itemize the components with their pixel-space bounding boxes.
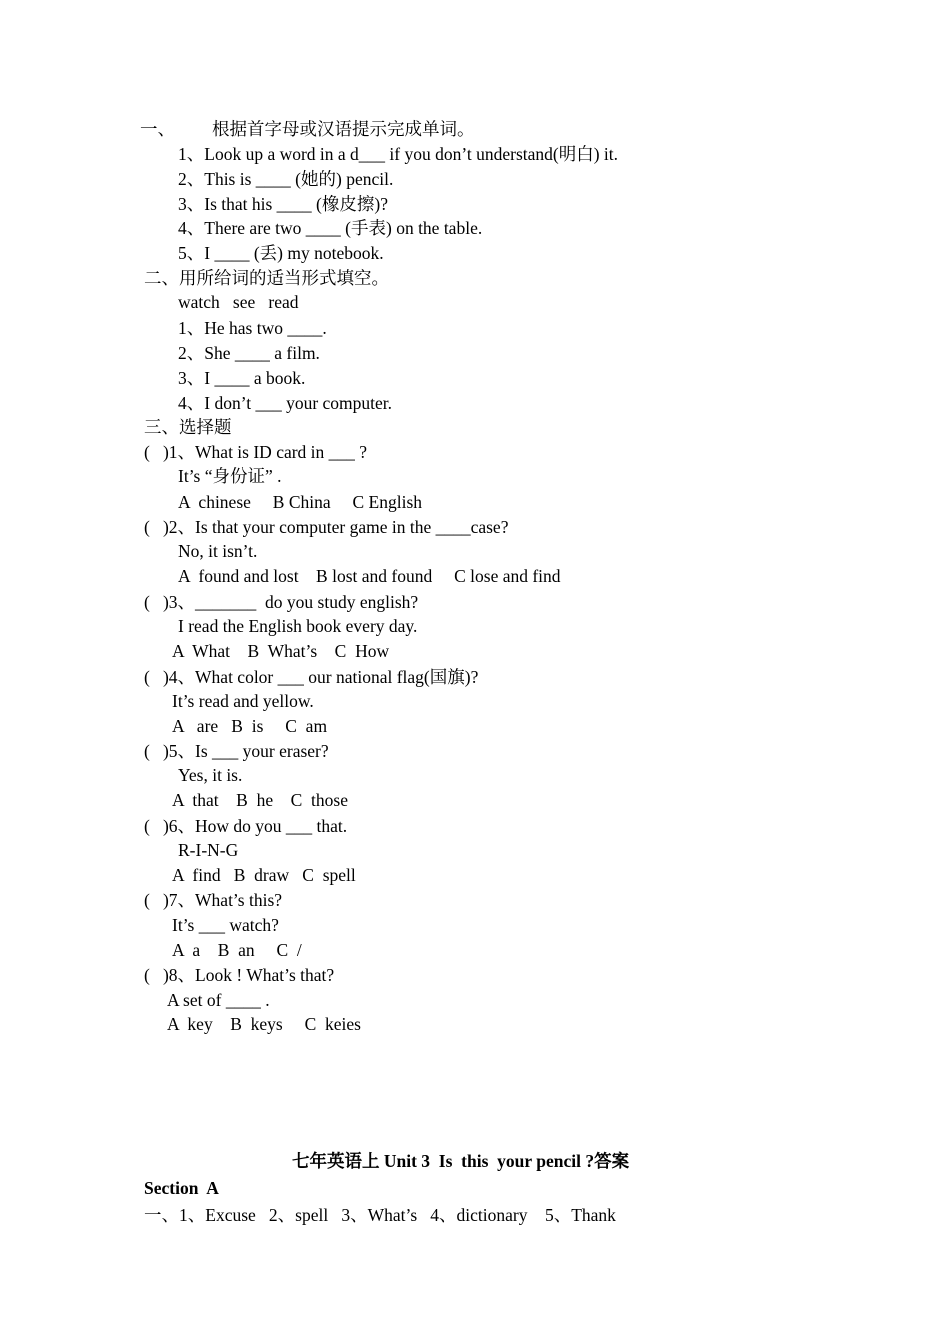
section2-item: 3、I ____ a book. xyxy=(178,368,306,388)
section1-item: 5、I ____ (丢) my notebook. xyxy=(178,243,384,263)
question-answer-line: I read the English book every day. xyxy=(178,616,418,636)
section1-title: 根据首字母或汉语提示完成单词。 xyxy=(212,119,475,139)
question-options: A are B is C am xyxy=(172,716,328,736)
question-answer-line: It’s ___ watch? xyxy=(172,915,279,935)
section2-title: 二、用所给词的适当形式填空。 xyxy=(144,268,389,288)
section1-item: 4、There are two ____ (手表) on the table. xyxy=(178,218,483,238)
question-text: ( )1、What is ID card in ___ ? xyxy=(144,442,368,462)
question-answer-line: Yes, it is. xyxy=(178,765,243,785)
question-options: A chinese B China C English xyxy=(178,492,423,512)
section1-item: 1、Look up a word in a d___ if you don’t understand(明白) it. xyxy=(178,144,619,164)
question-options: A What B What’s C How xyxy=(172,641,390,661)
section2-item: 2、She ____ a film. xyxy=(178,343,320,363)
question-options: A that B he C those xyxy=(172,790,348,810)
question-options: A key B keys C keies xyxy=(167,1014,361,1034)
question-text: ( )2、Is that your computer game in the ____case? xyxy=(144,517,509,537)
question-text: ( )5、Is ___ your eraser? xyxy=(144,741,329,761)
question-answer-line: No, it isn’t. xyxy=(178,541,258,561)
section1-number: 一、 xyxy=(140,119,175,139)
section1-item: 3、Is that his ____ (橡皮擦)? xyxy=(178,194,388,214)
section1-item: 2、This is ____ (她的) pencil. xyxy=(178,169,394,189)
answer-line: 一、1、Excuse 2、spell 3、What’s 4、dictionary 5、Thank xyxy=(144,1205,616,1225)
question-answer-line: It’s “身份证” . xyxy=(178,466,282,486)
question-answer-line: R-I-N-G xyxy=(178,840,239,860)
section2-item: 1、He has two ____. xyxy=(178,318,327,338)
question-options: A a B an C / xyxy=(172,940,302,960)
question-answer-line: A set of ____ . xyxy=(167,990,270,1010)
question-text: ( )7、What’s this? xyxy=(144,890,283,910)
section2-word-list: watch see read xyxy=(178,292,299,312)
question-text: ( )4、What color ___ our national flag(国旗)? xyxy=(144,667,479,687)
question-answer-line: It’s read and yellow. xyxy=(172,691,314,711)
question-text: ( )6、How do you ___ that. xyxy=(144,816,348,836)
question-options: A find B draw C spell xyxy=(172,865,356,885)
question-text: ( )3、_______ do you study english? xyxy=(144,592,419,612)
question-options: A found and lost B lost and found C lose and find xyxy=(178,566,561,586)
section2-item: 4、I don’t ___ your computer. xyxy=(178,393,393,413)
answer-section-heading: Section A xyxy=(144,1178,219,1198)
question-text: ( )8、Look ! What’s that? xyxy=(144,965,335,985)
section3-title: 三、选择题 xyxy=(144,417,232,437)
answer-key-title: 七年英语上 Unit 3 Is this your pencil ?答案 xyxy=(292,1151,630,1171)
